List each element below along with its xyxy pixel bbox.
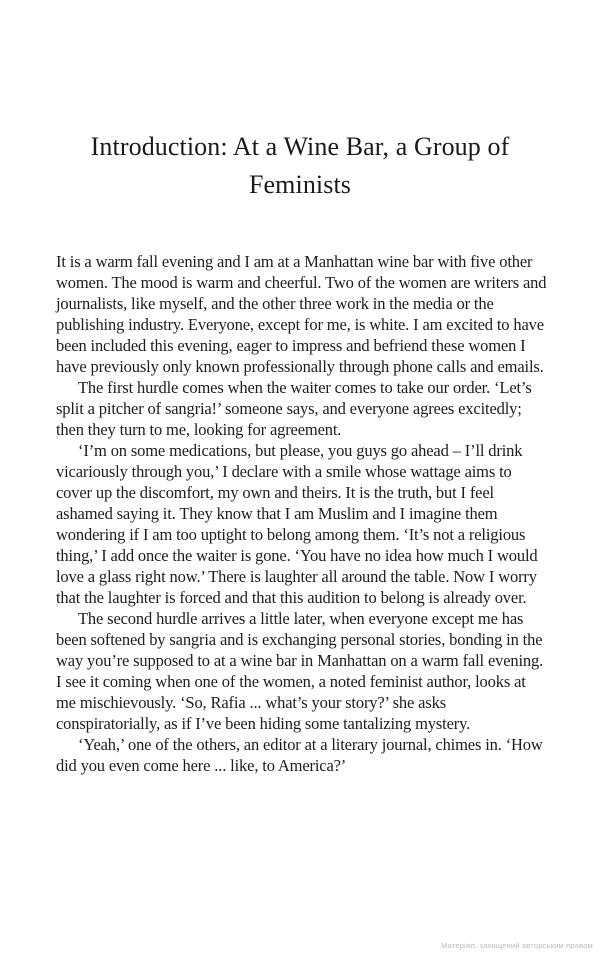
paragraph-2: The first hurdle comes when the waiter comes to take our order. ‘Let’s split a pitcher of sangria!’ someone says, and everyone agrees excitedly; then they turn to me, looking for agreement. — [56, 378, 532, 439]
chapter-title: Introduction: At a Wine Bar, a Group of Feminists — [90, 132, 510, 199]
copyright-watermark: Матеріал, захищений авторським правом — [441, 941, 593, 950]
paragraph-4: The second hurdle arrives a little later, when everyone except me has been softened by sangria and is exchanging personal stories, bonding in the way you’re supposed to at a wine bar in Manhattan on a warm fall evening. I see it coming when one of the women, a noted feminist author, looks at me mischievously. ‘So, Rafia ... what’s your story?’ she asks conspiratorially, as if I’ve been hiding some tantalizing mystery. — [56, 609, 544, 733]
paragraph-5: ‘Yeah,’ one of the others, an editor at a literary journal, chimes in. ‘How did you even come here ... like, to America?’ — [56, 735, 543, 775]
paragraph-3: ‘I’m on some medications, but please, you guys go ahead – I’ll drink vicariously through you,’ I declare with a smile whose wattage aims to cover up the discomfort, my own and theirs. It is the truth, but I feel ashamed saying it. They know that I am Muslim and I imagine them wondering if I am too uptight to belong among them. ‘It’s not a religious thing,’ I add once the waiter is gone. ‘You have no idea how much I would love a glass right now.’ There is laughter all around the table. Now I worry that the laughter is forced and that this audition to belong is already over. — [56, 441, 538, 607]
body-text — [56, 251, 548, 776]
paragraph-1: It is a warm fall evening and I am at a Manhattan wine bar with five other women. The mood is warm and cheerful. Two of the women are writers and journalists, like myself, and the other three work in the media or the publishing industry. Everyone, except for me, is white. I am excited to have been included this evening, eager to impress and befriend these women I have previously only known professionally through phone calls and emails. — [56, 252, 547, 376]
